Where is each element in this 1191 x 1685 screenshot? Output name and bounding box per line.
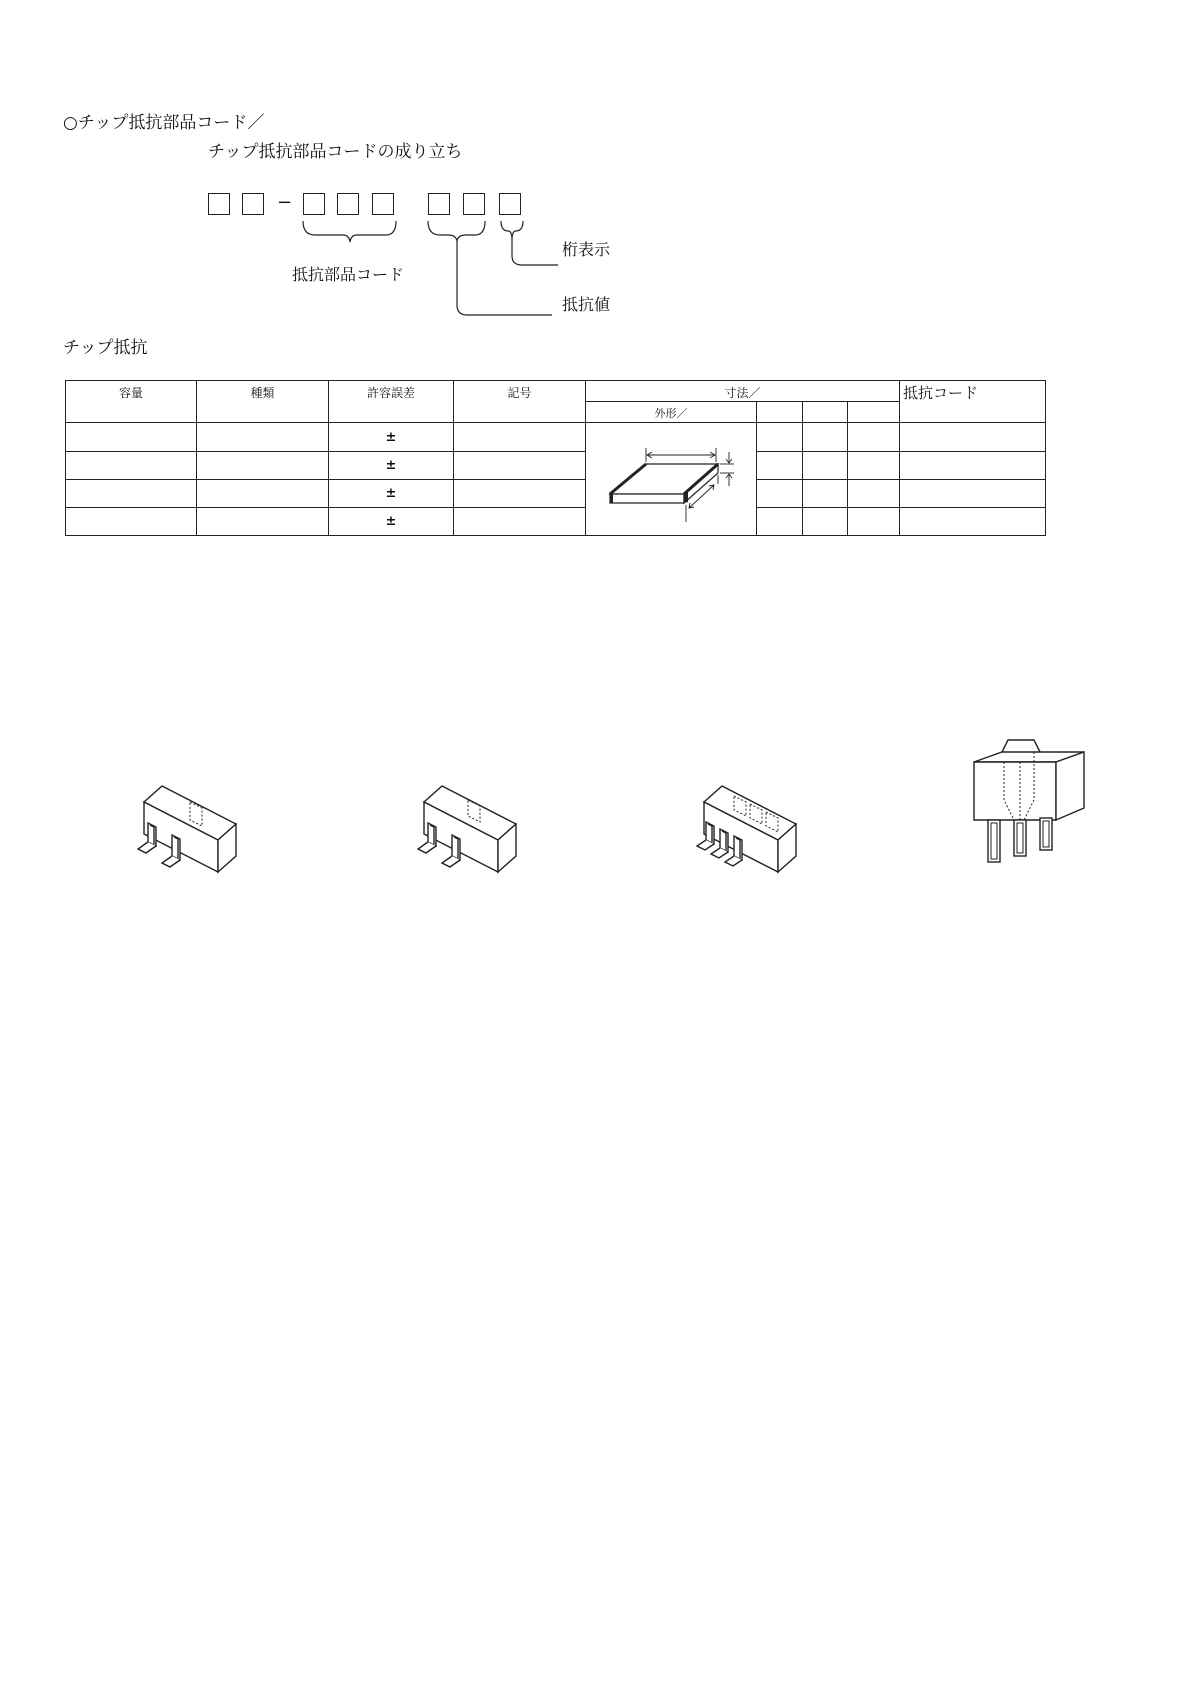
header-capacity: 容量 xyxy=(66,381,197,423)
dimension-header-cell xyxy=(757,402,803,423)
chip-resistor-icon xyxy=(586,424,756,534)
type-cell xyxy=(197,508,329,536)
chip-section-title: チップ抵抗 xyxy=(63,338,148,358)
two-lead-package-icon xyxy=(130,780,250,880)
capacity-cell xyxy=(66,423,197,452)
symbol-cell xyxy=(454,480,586,508)
symbol-cell xyxy=(454,452,586,480)
power-package-icon xyxy=(960,730,1090,875)
dimension-cell xyxy=(803,452,848,480)
table-row xyxy=(66,423,1046,452)
dimension-cell xyxy=(757,452,803,480)
symbol-cell xyxy=(454,508,586,536)
table-row xyxy=(66,508,1046,536)
resistor-code-cell xyxy=(900,508,1046,536)
code-brackets xyxy=(0,0,1191,400)
tolerance-cell: ± xyxy=(329,480,454,508)
outline-drawing-cell xyxy=(586,423,757,536)
dimension-cell xyxy=(848,452,900,480)
dimension-header-cell xyxy=(848,402,900,423)
dimension-cell xyxy=(848,480,900,508)
resistor-code-cell xyxy=(900,423,1046,452)
three-lead-package-icon xyxy=(690,780,810,880)
tolerance-cell: ± xyxy=(329,452,454,480)
subtitle: チップ抵抗部品コードの成り立ち xyxy=(208,142,463,162)
dimension-cell xyxy=(757,480,803,508)
dimension-cell xyxy=(757,508,803,536)
dimension-cell xyxy=(803,508,848,536)
dimension-cell xyxy=(848,508,900,536)
section-title: ○チップ抵抗部品コード／ xyxy=(63,113,265,133)
header-resistor-code: 抵抗コード xyxy=(900,381,1046,423)
header-tolerance: 許容誤差 xyxy=(329,381,454,423)
digit-display-label: 桁表示 xyxy=(562,240,611,259)
tolerance-cell: ± xyxy=(329,508,454,536)
header-type: 種類 xyxy=(197,381,329,423)
capacity-cell xyxy=(66,508,197,536)
header-outline: 外形／ xyxy=(586,402,757,423)
dimension-header-cell xyxy=(803,402,848,423)
tolerance-cell: ± xyxy=(329,423,454,452)
dimension-cell xyxy=(803,423,848,452)
chip-resistor-table xyxy=(65,380,1046,536)
type-cell xyxy=(197,423,329,452)
two-lead-package-icon xyxy=(410,780,530,880)
type-cell xyxy=(197,452,329,480)
dimension-cell xyxy=(803,480,848,508)
dimension-cell xyxy=(848,423,900,452)
capacity-cell xyxy=(66,452,197,480)
table-row xyxy=(66,480,1046,508)
type-cell xyxy=(197,480,329,508)
header-symbol: 記号 xyxy=(454,381,586,423)
resistor-code-cell xyxy=(900,480,1046,508)
part-code-label: 抵抗部品コード xyxy=(292,265,405,284)
symbol-cell xyxy=(454,423,586,452)
capacity-cell xyxy=(66,480,197,508)
header-dimensions: 寸法／ xyxy=(586,381,900,402)
resistance-value-label: 抵抗値 xyxy=(562,295,611,314)
dimension-cell xyxy=(757,423,803,452)
code-separator: − xyxy=(277,192,293,213)
resistor-code-cell xyxy=(900,452,1046,480)
table-row xyxy=(66,452,1046,480)
